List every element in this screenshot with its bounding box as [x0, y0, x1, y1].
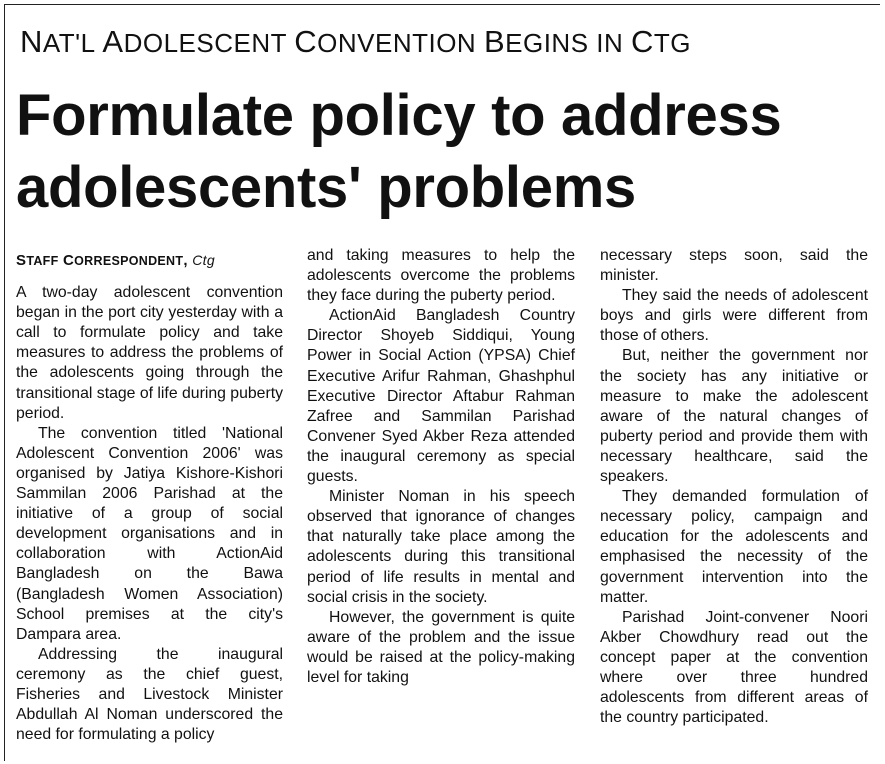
byline-author: STAFF CORRESPONDENT	[16, 252, 184, 269]
byline-location: Ctg	[192, 252, 215, 268]
column-2	[307, 246, 575, 688]
paragraph: Minister Noman in his speech observed that ignorance of changes that naturally take place among the adolescents during this transitional period of life results in mental and social crisis in the society.	[307, 488, 575, 606]
kicker: NAT'L ADOLESCENT CONVENTION BEGINS IN CTG	[20, 24, 691, 59]
paragraph: However, the government is quite aware of the problem and the issue would be raised at the policy-making level for taking	[307, 608, 575, 686]
headline: Formulate policy to address adolescents' problems	[16, 83, 782, 220]
column-1	[16, 250, 283, 745]
paragraph: They said the needs of adolescent boys and girls were different from those of others.	[600, 287, 868, 345]
column-3	[600, 246, 868, 728]
paragraph: necessary steps soon, said the minister.	[600, 247, 868, 285]
paragraph: Addressing the inaugural ceremony as the chief guest, Fisheries and Livestock Minister Abdullah Al Noman underscored the need for formulating a policy	[16, 645, 283, 744]
paragraph: ActionAid Bangladesh Country Director Shoyeb Siddiqui, Young Power in Social Action (YPSA) Chief Executive Arifur Rahman, Ghashphul Executive Director Aftabur Rahman Zafree and Sammilan Parishad Convener Syed Akber Reza attended the inaugural ceremony as special guests.	[307, 307, 575, 486]
byline: STAFF CORRESPONDENT, Ctg	[16, 252, 215, 269]
paragraph: The convention titled 'National Adolescent Convention 2006' was organised by Jatiya Kishore-Kishori Sammilan 2006 Parishad at the initiative of a group of social development organisations and in collaboration with ActionAid Bangladesh on the Bawa (Bangladesh Women Association) School premises at the city's Dampara area.	[16, 424, 283, 643]
paragraph: Parishad Joint-convener Noori Akber Chowdhury read out the concept paper at the convention where over three hundred adolescents from different areas of the country participated.	[600, 608, 868, 727]
paragraph: and taking measures to help the adolescents overcome the problems they face during the puberty period.	[307, 247, 575, 305]
paragraph: But, neither the government nor the society has any initiative or measure to make the adolescent aware of the natural changes of puberty period and provide them with necessary healthcare, said the speakers.	[600, 347, 868, 486]
paragraph: They demanded formulation of necessary policy, campaign and education for the adolescents and emphasised the necessity of the government intervention into the matter.	[600, 488, 868, 606]
paragraph: A two-day adolescent convention began in the port city yesterday with a call to formulate policy and take measures to address the problems of the adolescents going through the transitional stage of life during puberty period.	[16, 284, 283, 422]
